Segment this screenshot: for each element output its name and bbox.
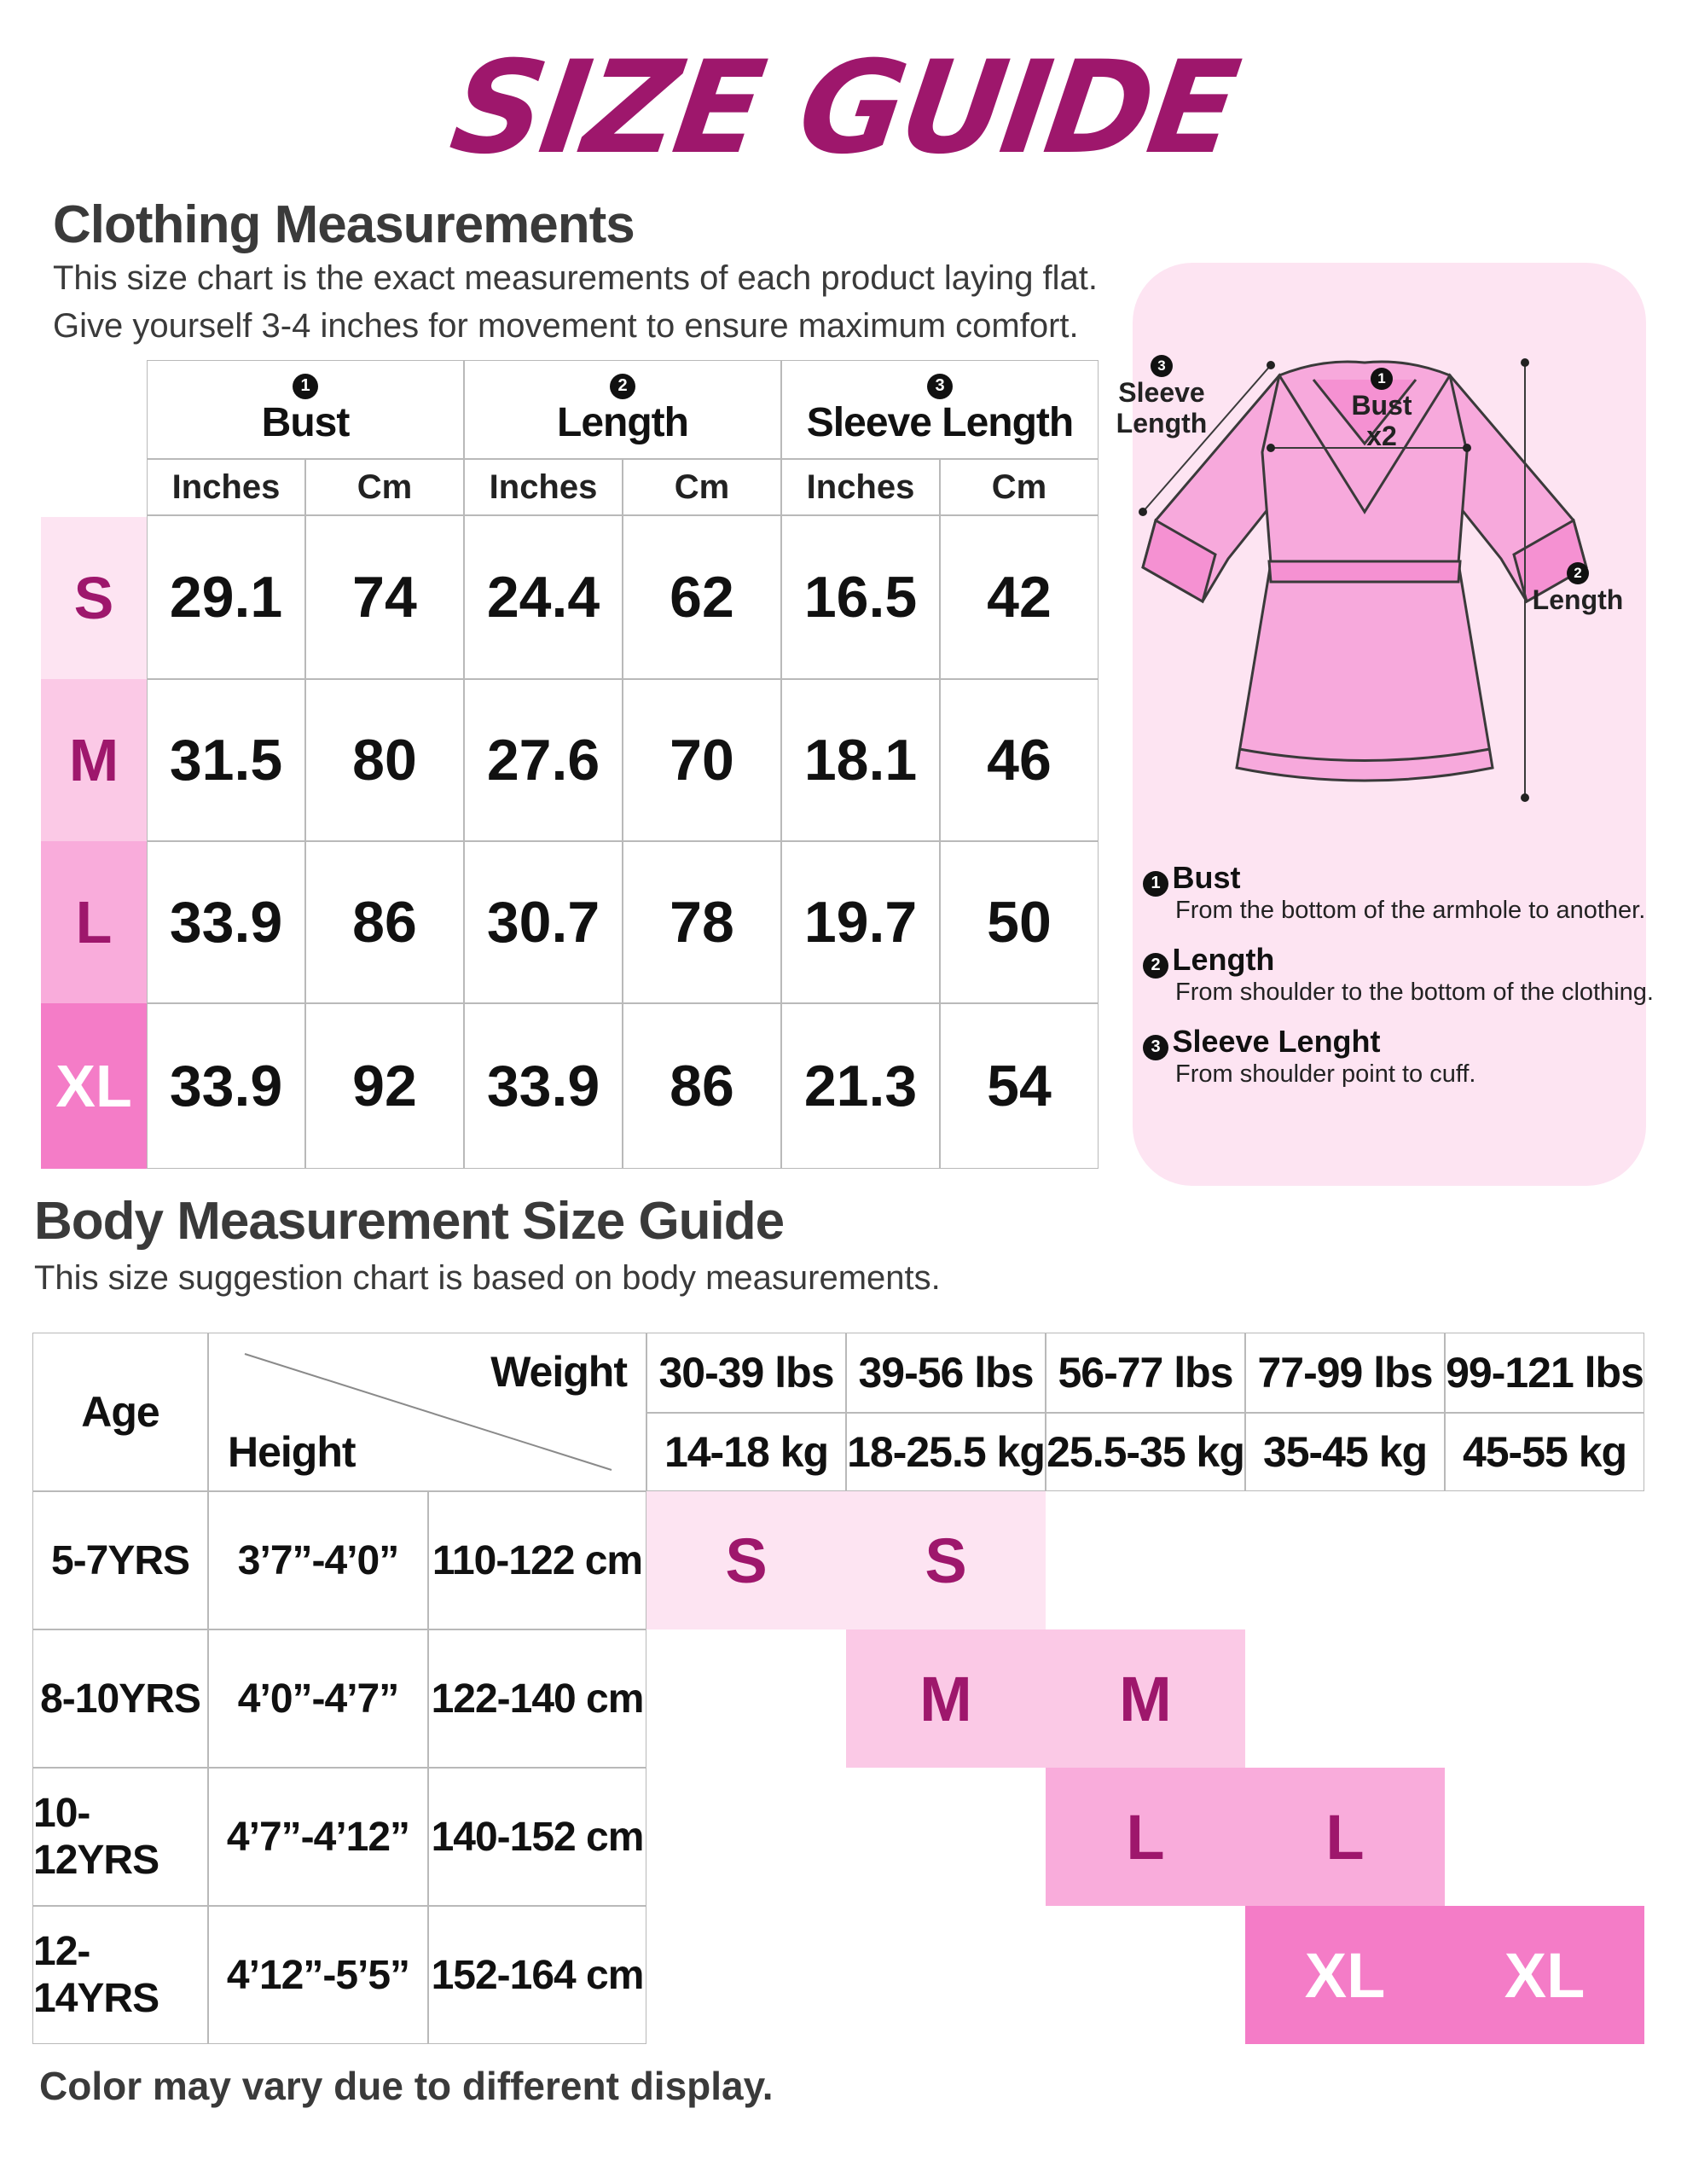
table-cell: 92 xyxy=(305,1003,464,1169)
column-header-sleeve-length xyxy=(781,360,1099,459)
age-cell: 12-14YRS xyxy=(32,1906,208,2044)
legend-title: Bust xyxy=(1172,860,1241,895)
size-cell-xl: XL xyxy=(1245,1906,1445,2044)
size-cell-xl: XL xyxy=(1445,1906,1644,2044)
size-cell-m: M xyxy=(846,1629,1046,1768)
column-header-label: Bust xyxy=(261,399,350,445)
legend-number-badge: 3 xyxy=(1143,1035,1168,1060)
table-cell: 29.1 xyxy=(147,515,305,679)
table-cell: 24.4 xyxy=(464,515,623,679)
clothing-desc-line1: This size chart is the exact measurements of each product laying flat. xyxy=(53,259,1099,297)
body-desc: This size suggestion chart is based on body measurements. xyxy=(34,1259,941,1297)
column-header-length xyxy=(464,360,781,459)
legend-desc: From shoulder to the bottom of the clothing. xyxy=(1175,978,1654,1006)
bust-label xyxy=(1330,358,1433,451)
weight-kg: 14-18 kg xyxy=(646,1413,846,1491)
column-header-bust xyxy=(147,360,464,459)
height-header: Height xyxy=(228,1428,356,1476)
weight-lbs: 77-99 lbs xyxy=(1245,1333,1445,1413)
length-number-badge: 2 xyxy=(1567,562,1589,584)
length-label xyxy=(1527,553,1629,615)
table-cell: 19.7 xyxy=(781,841,940,1003)
page-title: SIZE GUIDE xyxy=(443,34,1244,183)
table-cell: 31.5 xyxy=(147,679,305,841)
weight-header: Weight xyxy=(490,1348,627,1396)
height-ft-cell: 4’0”-4’7” xyxy=(208,1629,428,1768)
size-cell-l: L xyxy=(1245,1768,1445,1906)
table-cell: 78 xyxy=(623,841,781,1003)
legend-item-length xyxy=(1143,942,1654,1007)
size-tag-l: L xyxy=(41,841,147,1003)
size-cell-l: L xyxy=(1046,1768,1245,1906)
sleeve-length-label xyxy=(1110,346,1213,439)
table-cell: 86 xyxy=(305,841,464,1003)
legend-number-badge: 2 xyxy=(1143,953,1168,979)
length-text: Length xyxy=(1532,584,1624,615)
bust-number-badge: 1 xyxy=(293,374,318,399)
table-cell: 54 xyxy=(940,1003,1099,1169)
legend-desc: From shoulder point to cuff. xyxy=(1175,1060,1476,1088)
column-header-label: Length xyxy=(557,399,688,445)
unit-cm: Cm xyxy=(940,459,1099,515)
unit-cm: Cm xyxy=(305,459,464,515)
weight-kg: 18-25.5 kg xyxy=(846,1413,1046,1491)
height-cm-cell: 152-164 cm xyxy=(428,1906,646,2044)
age-cell: 8-10YRS xyxy=(32,1629,208,1768)
clothing-table xyxy=(41,360,1099,1169)
legend-item-bust xyxy=(1143,860,1645,925)
table-cell: 86 xyxy=(623,1003,781,1169)
table-cell: 46 xyxy=(940,679,1099,841)
table-cell: 18.1 xyxy=(781,679,940,841)
table-cell: 74 xyxy=(305,515,464,679)
height-ft-cell: 4’12”-5’5” xyxy=(208,1906,428,2044)
table-cell: 80 xyxy=(305,679,464,841)
weight-lbs: 39-56 lbs xyxy=(846,1333,1046,1413)
unit-inches: Inches xyxy=(147,459,305,515)
unit-inches: Inches xyxy=(781,459,940,515)
unit-inches: Inches xyxy=(464,459,623,515)
bust-multiplier: x2 xyxy=(1366,421,1397,451)
age-cell: 10-12YRS xyxy=(32,1768,208,1906)
height-ft-cell: 4’7”-4’12” xyxy=(208,1768,428,1906)
height-ft-cell: 3’7”-4’0” xyxy=(208,1491,428,1629)
legend-item-sleeve xyxy=(1143,1024,1475,1089)
color-disclaimer: Color may vary due to different display. xyxy=(39,2064,774,2108)
legend-title: Sleeve Lenght xyxy=(1172,1024,1381,1059)
weight-height-header xyxy=(208,1333,646,1491)
table-cell: 16.5 xyxy=(781,515,940,679)
legend-title: Length xyxy=(1172,942,1275,977)
legend-desc: From the bottom of the armhole to another. xyxy=(1175,896,1646,924)
body-heading: Body Measurement Size Guide xyxy=(34,1192,785,1251)
height-cm-cell: 122-140 cm xyxy=(428,1629,646,1768)
length-number-badge: 2 xyxy=(610,374,635,399)
bust-number-badge: 1 xyxy=(1371,368,1393,390)
sleeve-length-text: Sleeve Length xyxy=(1116,377,1208,439)
table-cell: 42 xyxy=(940,515,1099,679)
table-cell: 27.6 xyxy=(464,679,623,841)
unit-cm: Cm xyxy=(623,459,781,515)
size-cell-s: S xyxy=(846,1491,1046,1629)
weight-lbs: 30-39 lbs xyxy=(646,1333,846,1413)
height-cm-cell: 110-122 cm xyxy=(428,1491,646,1629)
weight-kg: 45-55 kg xyxy=(1445,1413,1644,1491)
height-cm-cell: 140-152 cm xyxy=(428,1768,646,1906)
size-cell-s: S xyxy=(646,1491,846,1629)
weight-kg: 25.5-35 kg xyxy=(1046,1413,1245,1491)
table-cell: 30.7 xyxy=(464,841,623,1003)
table-cell: 62 xyxy=(623,515,781,679)
age-header: Age xyxy=(32,1333,208,1491)
table-cell: 33.9 xyxy=(464,1003,623,1169)
sleeve-number-badge: 3 xyxy=(927,374,953,399)
weight-lbs: 99-121 lbs xyxy=(1445,1333,1644,1413)
column-header-label: Sleeve Length xyxy=(806,399,1074,445)
table-cell: 21.3 xyxy=(781,1003,940,1169)
clothing-desc-line2: Give yourself 3-4 inches for movement to ensure maximum comfort. xyxy=(53,307,1079,345)
size-tag-m: M xyxy=(41,679,147,841)
weight-kg: 35-45 kg xyxy=(1245,1413,1445,1491)
clothing-heading: Clothing Measurements xyxy=(53,195,635,254)
weight-lbs: 56-77 lbs xyxy=(1046,1333,1245,1413)
age-cell: 5-7YRS xyxy=(32,1491,208,1629)
size-tag-s: S xyxy=(41,517,147,679)
table-cell: 70 xyxy=(623,679,781,841)
table-cell: 33.9 xyxy=(147,841,305,1003)
size-cell-m: M xyxy=(1046,1629,1245,1768)
legend-number-badge: 1 xyxy=(1143,871,1168,897)
table-cell: 50 xyxy=(940,841,1099,1003)
size-tag-xl: XL xyxy=(41,1003,147,1169)
bust-text: Bust xyxy=(1351,390,1412,421)
table-cell: 33.9 xyxy=(147,1003,305,1169)
sleeve-number-badge: 3 xyxy=(1151,355,1173,377)
